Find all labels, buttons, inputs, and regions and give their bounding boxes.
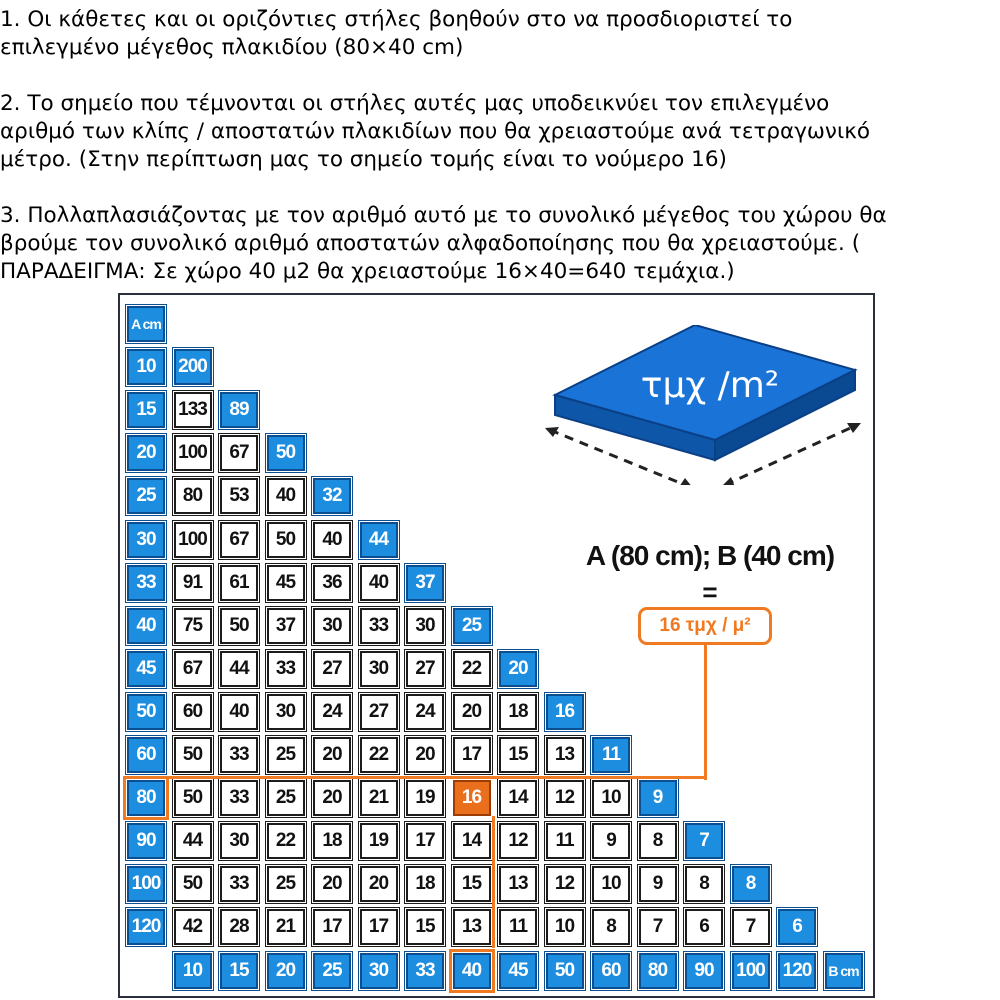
a-value-cell: 100 [127,866,165,902]
table-cell: 61 [220,565,258,601]
table-cell: 33 [220,780,258,816]
table-cell: 10 [546,909,584,945]
table-cell: 50 [220,608,258,644]
instruction-3: 3. Πολλαπλασιάζοντας με τον αριθμό αυτό με το συνολικό μέγεθος του χώρου θα βρούμε τον συνολικό αριθμό αποστατών αλφαδοποίησης που θα χρειαστούμε. ( ΠΑΡΑΔΕΙΓΜΑ: Σε χώρο 40 μ2 θα χρειαστούμε 16×40=640 τεμάχια.) [0,203,887,284]
table-cell: 22 [360,737,398,773]
a-value-cell: 20 [127,435,165,471]
equals-sign: = [702,577,718,607]
table-cell: 50 [174,780,212,816]
table-cell: 17 [406,823,444,859]
table-cell: 133 [174,392,212,428]
corner-a-label: A cm [127,306,165,342]
table-cell: 17 [453,737,491,773]
table-cell: 8 [685,866,723,902]
a-value-cell: 45 [127,651,165,687]
table-cell: 33 [360,608,398,644]
table-cell: 15 [406,909,444,945]
highlight-connector-line [704,642,707,780]
tile-illustration [545,325,865,485]
highlight-b-box [449,949,495,993]
table-cell: 80 [174,478,212,514]
table-cell: 33 [267,651,305,687]
table-cell: 13 [546,737,584,773]
table-cell: 10 [592,866,630,902]
a-value-cell: 10 [127,349,165,385]
diagonal-cell: 9 [639,780,677,816]
table-cell: 8 [592,909,630,945]
table-cell: 7 [732,909,770,945]
table-cell: 11 [546,823,584,859]
diagonal-cell: 89 [220,392,258,428]
instructions [0,6,1000,286]
table-cell: 17 [313,909,351,945]
table-cell: 13 [453,909,491,945]
table-cell: 18 [499,694,537,730]
table-cell: 36 [313,565,351,601]
a-value-cell: 50 [127,694,165,730]
table-cell: 44 [174,823,212,859]
table-cell: 9 [592,823,630,859]
table-cell: 50 [267,522,305,558]
b-value-cell: 40 [453,953,491,989]
spacer-chart [118,293,875,998]
table-cell: 14 [453,823,491,859]
a-value-cell: 120 [127,909,165,945]
table-cell: 20 [406,737,444,773]
table-cell: 6 [685,909,723,945]
table-cell: 15 [453,866,491,902]
a-value-cell: 25 [127,478,165,514]
table-cell: 15 [499,737,537,773]
a-value-cell: 60 [127,737,165,773]
table-cell: 8 [639,823,677,859]
diagonal-cell: 11 [592,737,630,773]
b-value-cell: 45 [499,953,537,989]
b-value-cell: 60 [592,953,630,989]
highlight-col-line [492,816,495,948]
table-cell: 21 [360,780,398,816]
table-cell: 9 [639,866,677,902]
table-cell: 14 [499,780,537,816]
b-value-cell: 30 [360,953,398,989]
table-cell: 10 [592,780,630,816]
table-cell: 20 [313,737,351,773]
table-cell: 24 [406,694,444,730]
table-cell: 11 [499,909,537,945]
diagonal-cell: 200 [174,349,212,385]
a-value-cell: 90 [127,823,165,859]
diagonal-cell: 25 [453,608,491,644]
table-cell: 22 [453,651,491,687]
diagonal-cell: 16 [546,694,584,730]
table-cell: 40 [313,522,351,558]
b-value-cell: 50 [546,953,584,989]
table-cell: 30 [267,694,305,730]
diagonal-cell: 32 [313,478,351,514]
b-value-cell: 25 [313,953,351,989]
table-cell: 17 [360,909,398,945]
table-cell: 33 [220,866,258,902]
table-cell: 67 [174,651,212,687]
instruction-2: 2. Το σημείο που τέμνονται οι στήλες αυτές μας υποδεικνύει τον επιλεγμένο αριθμό των κλίπς / αποστατών πλακιδίων που θα χρειαστούμε ανά τετραγωνικό μέτρο. (Στην περίπτωση μας το σημείο τομής είναι το νούμερο 16) [0,91,871,172]
table-cell: 50 [174,866,212,902]
table-cell: 60 [174,694,212,730]
highlighted-cell: 16 [453,780,491,816]
table-cell: 20 [313,866,351,902]
formula-text: A (80 cm); B (40 cm) [585,540,835,571]
table-cell: 12 [499,823,537,859]
result-badge: 16 τμχ / μ² [638,607,772,645]
table-cell: 75 [174,608,212,644]
table-cell: 44 [220,651,258,687]
table-cell: 27 [313,651,351,687]
table-cell: 42 [174,909,212,945]
table-cell: 30 [406,608,444,644]
table-cell: 53 [220,478,258,514]
a-value-cell: 15 [127,392,165,428]
arrow-a-end [679,478,693,485]
diagonal-cell: 50 [267,435,305,471]
table-cell: 13 [499,866,537,902]
table-cell: 25 [267,780,305,816]
diagonal-cell: 7 [685,823,723,859]
diagonal-cell: 37 [406,565,444,601]
table-cell: 25 [267,866,305,902]
table-cell: 21 [267,909,305,945]
table-cell: 40 [267,478,305,514]
table-cell: 20 [360,866,398,902]
table-cell: 30 [360,651,398,687]
table-cell: 67 [220,435,258,471]
table-cell: 27 [406,651,444,687]
a-value-cell: 33 [127,565,165,601]
table-cell: 30 [313,608,351,644]
corner-b-label: B cm [825,953,863,989]
highlight-a-box [123,776,169,820]
table-cell: 12 [546,866,584,902]
b-value-cell: 80 [639,953,677,989]
b-value-cell: 120 [778,953,816,989]
highlight-row-line [169,776,705,779]
table-cell: 7 [639,909,677,945]
table-cell: 12 [546,780,584,816]
table-cell: 22 [267,823,305,859]
table-cell: 19 [360,823,398,859]
b-value-cell: 10 [174,953,212,989]
a-value-cell: 40 [127,608,165,644]
b-value-cell: 15 [220,953,258,989]
diagonal-cell: 44 [360,522,398,558]
b-value-cell: 90 [685,953,723,989]
a-value-cell: 80 [127,780,165,816]
table-cell: 45 [267,565,305,601]
table-cell: 100 [174,435,212,471]
table-cell: 30 [220,823,258,859]
table-cell: 18 [313,823,351,859]
table-cell: 28 [220,909,258,945]
table-cell: 33 [220,737,258,773]
b-value-cell: 20 [267,953,305,989]
b-value-cell: 100 [732,953,770,989]
table-cell: 50 [174,737,212,773]
table-cell: 91 [174,565,212,601]
table-cell: 37 [267,608,305,644]
a-value-cell: 30 [127,522,165,558]
table-cell: 19 [406,780,444,816]
table-cell: 67 [220,522,258,558]
table-cell: 20 [313,780,351,816]
table-cell: 40 [360,565,398,601]
tile-label: τμχ /m² [640,365,780,406]
table-cell: 18 [406,866,444,902]
table-cell: 100 [174,522,212,558]
instruction-1: 1. Οι κάθετες και οι οριζόντιες στήλες βοηθούν στο να προσδιοριστεί το επιλεγμένο μέγεθος πλακιδίου (80×40 cm) [0,7,793,60]
table-cell: 27 [360,694,398,730]
table-cell: 24 [313,694,351,730]
diagonal-cell: 20 [499,651,537,687]
diagonal-cell: 8 [732,866,770,902]
table-cell: 25 [267,737,305,773]
table-cell: 20 [453,694,491,730]
b-value-cell: 33 [406,953,444,989]
diagonal-cell: 6 [778,909,816,945]
table-cell: 40 [220,694,258,730]
